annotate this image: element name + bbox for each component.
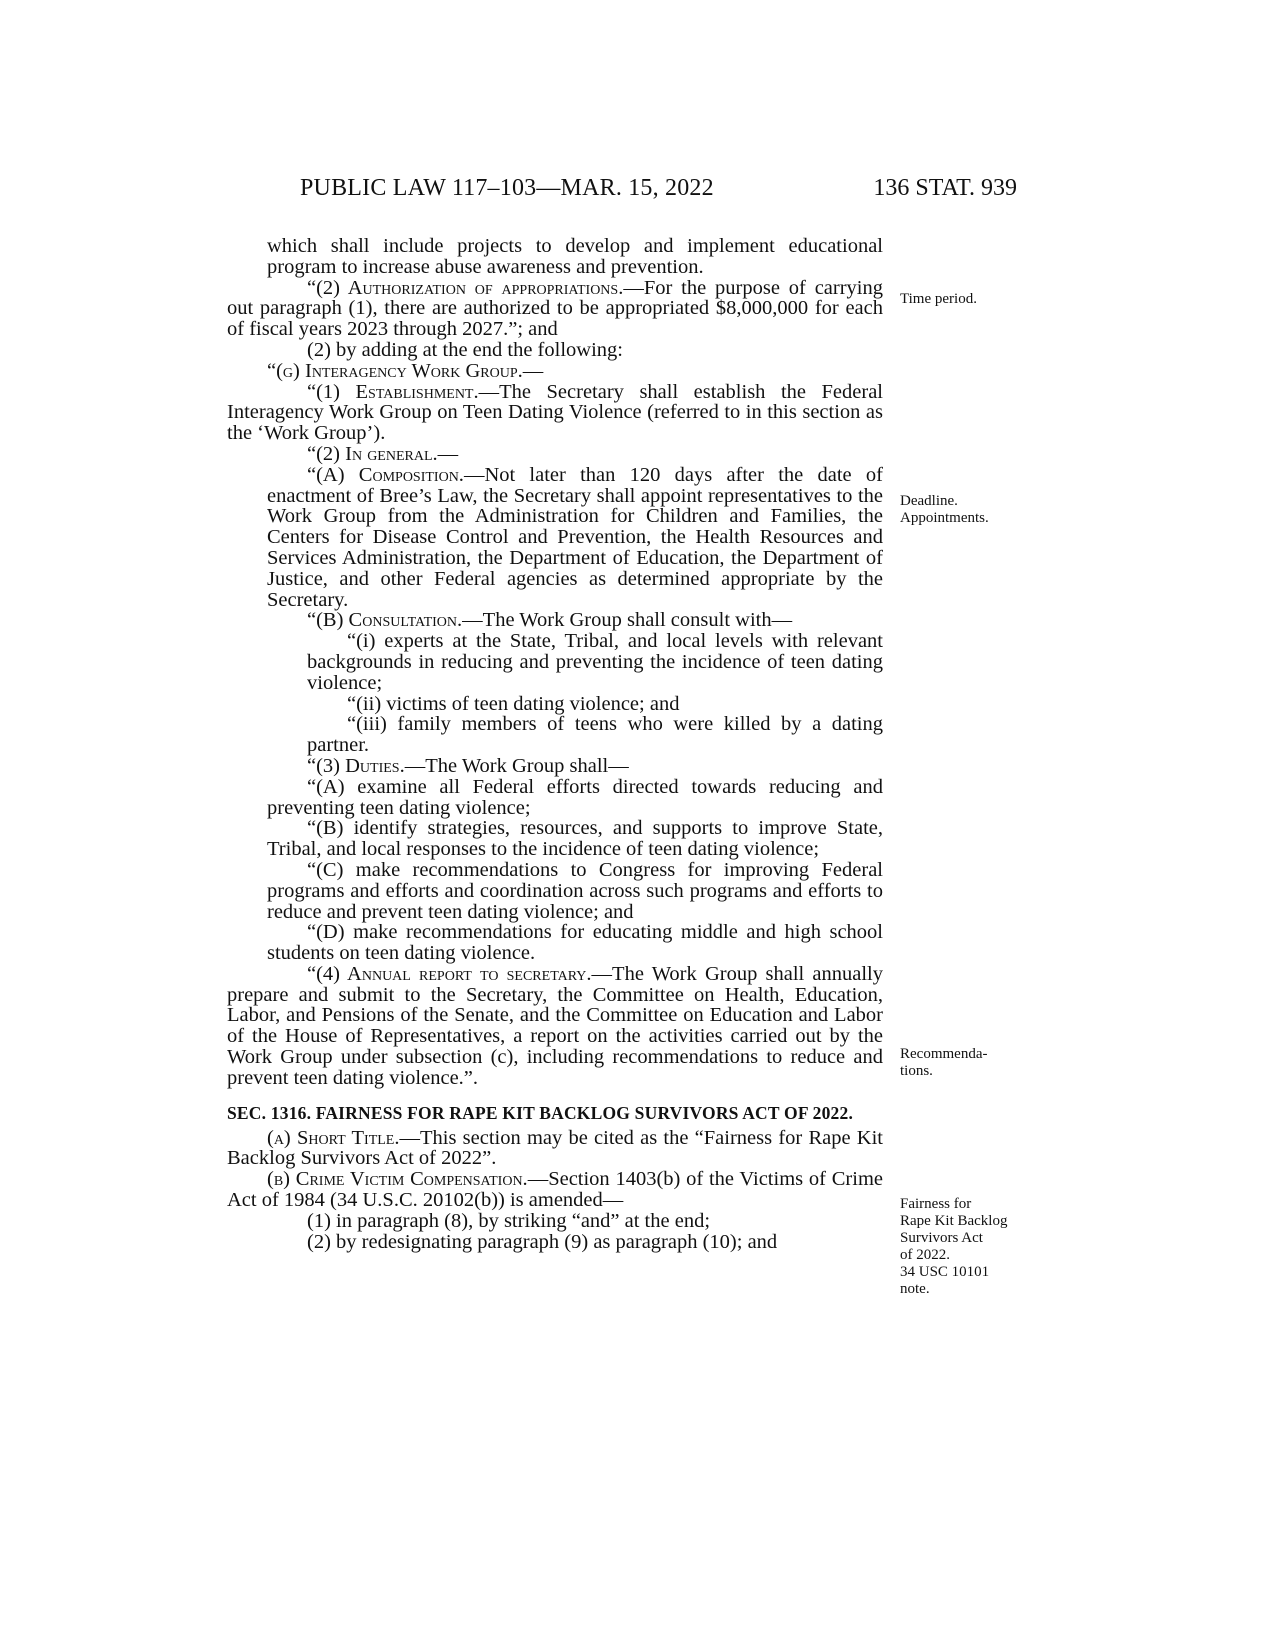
paragraph-text: —The Work Group shall annually prepare and submit to the Secretary, the Committee on Health, Education, Labor, and Pensions of the Senate, and the Committee on Education and Labor of the House of Representatives, a report on the activities carried out by the Work Group under subsection (c), including recommendations to reduce and prevent teen dating violence.”.: [227, 962, 883, 1089]
paragraph: [227, 361, 883, 382]
paragraph: [227, 382, 883, 444]
paragraph-text: —The Secretary shall establish the Federal Interagency Work Group on Teen Dating Violence (referred to in this section as the ‘Work Group’).: [227, 380, 883, 445]
margin-note-deadline: Deadline. Appointments.: [900, 493, 989, 526]
paragraph: [227, 1128, 883, 1170]
paragraph: “(iii) family members of teens who were killed by a dating partner.: [307, 713, 883, 757]
paragraph: which shall include projects to develop and implement educational program to increase abuse awareness and prevention.: [267, 235, 883, 278]
paragraph-heading: “(4) Annual report to secretary.: [307, 962, 592, 985]
paragraph: [227, 756, 883, 777]
paragraph: [227, 465, 883, 611]
paragraph: “(ii) victims of teen dating violence; and: [347, 692, 680, 715]
paragraph-text: —The Work Group shall—: [404, 754, 629, 777]
paragraph: “(i) experts at the State, Tribal, and local levels with relevant backgrounds in reducing and preventing the incidence of teen dating violence;: [307, 630, 883, 694]
paragraph: [227, 278, 883, 340]
paragraph: [227, 610, 883, 631]
paragraph-text: —Not later than 120 days after the date of enactment of Bree’s Law, the Secretary shall appoint representatives to the Work Group from the Administration for Children and Families, the Centers for Disease Control and Prevention, the Health Resources and Services Administration, the Department of Education, the Department of Justice, and other Federal agencies as determined appropriate by the Secretary.: [267, 463, 883, 611]
paragraph-text: —This section may be cited as the “Fairness for Rape Kit Backlog Survivors Act of 2022”.: [227, 1126, 883, 1170]
paragraph-text: —For the purpose of carrying out paragraph (1), there are authorized to be appropriated $8,000,000 for each of fiscal years 2023 through 2027.”; and: [227, 276, 883, 341]
subparagraph-heading: “(A) Composition.: [307, 463, 464, 486]
paragraph: (1) in paragraph (8), by striking “and” at the end;: [307, 1209, 711, 1232]
paragraph-text: —Section 1403(b) of the Victims of Crime Act of 1984 (34 U.S.C. 20102(b)) is amended—: [227, 1168, 883, 1212]
paragraph: (2) by redesignating paragraph (9) as paragraph (10); and: [307, 1230, 778, 1253]
paragraph: “(A) examine all Federal efforts directed towards reducing and preventing teen dating violence;: [267, 775, 883, 819]
subsection-heading: “(g) Interagency Work Group.: [267, 359, 523, 382]
paragraph-text: —: [437, 442, 459, 465]
margin-note-fairness: Fairness for Rape Kit Backlog Survivors Act of 2022. 34 USC 10101 note.: [900, 1196, 1008, 1297]
paragraph-heading: “(1) Establishment.: [307, 380, 479, 403]
page-citation: 136 STAT. 939: [873, 175, 1017, 201]
paragraph: [227, 444, 883, 465]
paragraph: “(D) make recommendations for educating middle and high school students on teen dating violence.: [267, 921, 883, 965]
subsection-heading: (a) Short Title.: [267, 1126, 400, 1149]
subparagraph-heading: “(B) Consultation.: [307, 609, 463, 632]
paragraph-heading: “(3) Duties.: [307, 754, 405, 777]
paragraph: [227, 1169, 883, 1211]
section-heading: SEC. 1316. FAIRNESS FOR RAPE KIT BACKLOG SURVIVORS ACT OF 2022.: [227, 1102, 854, 1123]
statute-body: [227, 236, 883, 1252]
paragraph: (2) by adding at the end the following:: [307, 338, 623, 361]
paragraph-heading: “(2) Authorization of appropriations.: [307, 276, 624, 299]
paragraph-text: —: [522, 359, 544, 382]
paragraph: “(B) identify strategies, resources, and supports to improve State, Tribal, and local responses to the incidence of teen dating violence;: [267, 817, 883, 861]
running-header-title: PUBLIC LAW 117–103—MAR. 15, 2022: [300, 175, 714, 201]
margin-note-recommendations: Recommenda- tions.: [900, 1046, 988, 1079]
paragraph: [227, 964, 883, 1089]
paragraph: “(C) make recommendations to Congress for improving Federal programs and efforts and coordination across such programs and efforts to reduce and prevent teen dating violence; and: [267, 858, 883, 923]
margin-note-time-period: Time period.: [900, 291, 977, 307]
subsection-heading: (b) Crime Victim Compensation.: [267, 1168, 528, 1191]
paragraph-text: —The Work Group shall consult with—: [462, 609, 793, 632]
paragraph-heading: “(2) In general.: [307, 442, 438, 465]
